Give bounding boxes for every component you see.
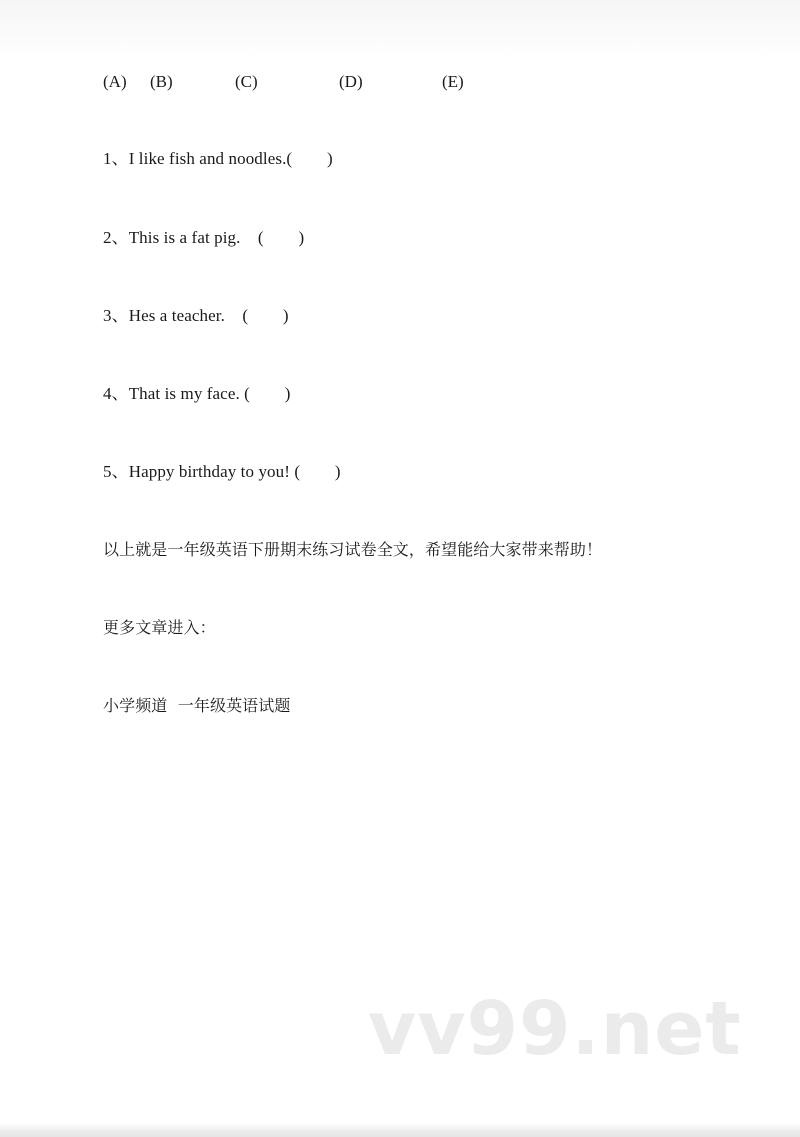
option-a-label: (A) bbox=[103, 72, 127, 91]
question-5: 5、Happy birthday to you! ( ) bbox=[103, 462, 341, 481]
question-1: 1、I like fish and noodles.( ) bbox=[103, 149, 333, 168]
option-c-label: (C) bbox=[235, 72, 258, 91]
site-watermark: vv99.net bbox=[368, 986, 742, 1072]
question-3: 3、Hes a teacher. ( ) bbox=[103, 306, 289, 325]
related-links[interactable]: 小学频道 一年级英语试题 bbox=[103, 696, 291, 715]
option-b-label: (B) bbox=[150, 72, 173, 91]
option-e-label: (E) bbox=[442, 72, 464, 91]
question-2: 2、This is a fat pig. ( ) bbox=[103, 228, 305, 247]
bottom-page-shadow bbox=[0, 1123, 800, 1137]
closing-paragraph: 以上就是一年级英语下册期末练习试卷全文，希望能给大家带来帮助！ bbox=[103, 540, 603, 559]
question-4: 4、That is my face. ( ) bbox=[103, 384, 291, 403]
more-articles-label: 更多文章进入： bbox=[103, 618, 216, 637]
option-d-label: (D) bbox=[339, 72, 363, 91]
